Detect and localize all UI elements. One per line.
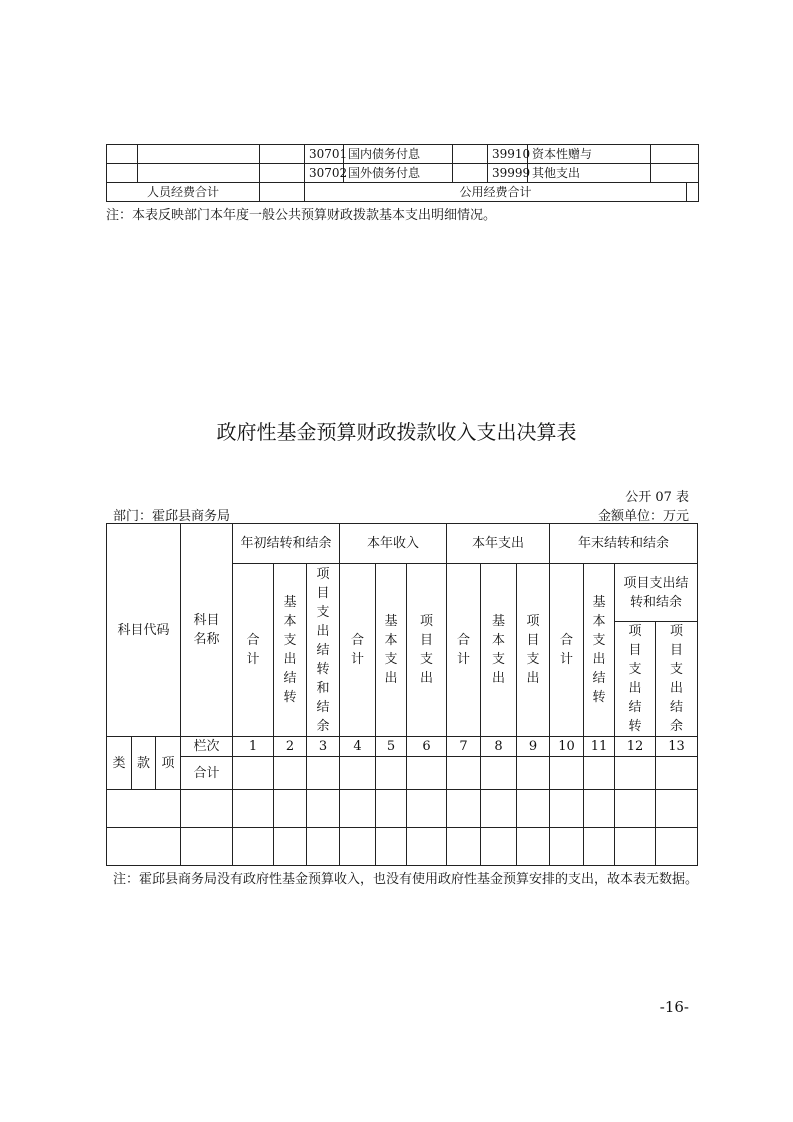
header-total: 合计 xyxy=(560,633,574,667)
header-basic-expense: 基本支出 xyxy=(384,614,398,686)
table-row xyxy=(107,790,698,828)
category-header: 类 xyxy=(107,737,132,790)
personnel-total-label: 人员经费合计 xyxy=(107,183,260,202)
page-number: -16- xyxy=(659,998,689,1016)
econ-name: 其他支出 xyxy=(528,164,651,183)
column-number: 7 xyxy=(447,737,481,757)
item-header: 项 xyxy=(156,737,181,790)
public-total-label: 公用经费合计 xyxy=(305,183,687,202)
column-number: 13 xyxy=(656,737,698,757)
header-basic-carryover: 基本支出结转 xyxy=(283,595,297,705)
subject-name-header: 科目名称 xyxy=(181,524,233,737)
header-basic-expense: 基本支出 xyxy=(492,614,506,686)
column-number: 4 xyxy=(340,737,376,757)
column-number: 5 xyxy=(376,737,407,757)
sum-row-label: 合计 xyxy=(181,757,233,790)
header-project-carryover-balance: 项目支出结转和结余 xyxy=(316,566,330,734)
header-total: 合计 xyxy=(246,633,260,667)
econ-code: 30701 xyxy=(305,145,344,164)
header-basic-carryover: 基本支出结转 xyxy=(592,595,606,705)
econ-name: 国外债务付息 xyxy=(344,164,453,183)
column-number: 6 xyxy=(407,737,447,757)
column-index-label: 栏次 xyxy=(181,737,233,757)
header-project-expense: 项目支出 xyxy=(526,614,540,686)
column-index-row xyxy=(107,737,698,757)
department-label: 部门：霍邱县商务局 xyxy=(113,509,231,524)
section-header: 款 xyxy=(132,737,156,790)
header-project-expense: 项目支出 xyxy=(420,614,434,686)
beginning-balance-header: 年初结转和结余 xyxy=(233,524,340,564)
column-number: 1 xyxy=(233,737,274,757)
column-number: 12 xyxy=(615,737,656,757)
table-row xyxy=(107,183,699,202)
econ-code: 39999 xyxy=(488,164,528,183)
table-row xyxy=(107,828,698,866)
table-row xyxy=(107,145,699,164)
ending-balance-header: 年末结转和结余 xyxy=(550,524,698,564)
column-number: 2 xyxy=(274,737,307,757)
sum-row xyxy=(107,757,698,790)
column-number: 3 xyxy=(307,737,340,757)
income-header: 本年收入 xyxy=(340,524,447,564)
column-number: 8 xyxy=(481,737,517,757)
unit-label: 金额单位：万元 xyxy=(597,509,689,524)
header-project-carryover: 项目支出结转 xyxy=(628,624,642,734)
econ-code: 39910 xyxy=(488,145,528,164)
table-note: 注：霍邱县商务局没有政府性基金预算收入，也没有使用政府性基金预算安排的支出，故本表无数据。 xyxy=(113,872,699,887)
header-project-surplus: 项目支出结余 xyxy=(670,624,684,734)
fund-budget-table xyxy=(106,523,698,866)
header-total: 合计 xyxy=(351,633,365,667)
expense-header: 本年支出 xyxy=(447,524,550,564)
table-row xyxy=(107,164,699,183)
column-number: 10 xyxy=(550,737,584,757)
subject-code-header: 科目代码 xyxy=(107,524,181,737)
header-total: 合计 xyxy=(457,633,471,667)
econ-name: 资本性赠与 xyxy=(528,145,651,164)
econ-code: 30702 xyxy=(305,164,344,183)
project-balance-header: 项目支出结转和结余 xyxy=(615,564,698,622)
table-number: 公开 07 表 xyxy=(625,490,689,505)
column-number: 9 xyxy=(517,737,550,757)
previous-table-fragment xyxy=(106,144,699,202)
header-row xyxy=(107,524,698,564)
previous-table-note: 注：本表反映部门本年度一般公共预算财政拨款基本支出明细情况。 xyxy=(106,208,497,223)
column-number: 11 xyxy=(584,737,615,757)
econ-name: 国内债务付息 xyxy=(344,145,453,164)
page-title: 政府性基金预算财政拨款收入支出决算表 xyxy=(216,420,577,444)
